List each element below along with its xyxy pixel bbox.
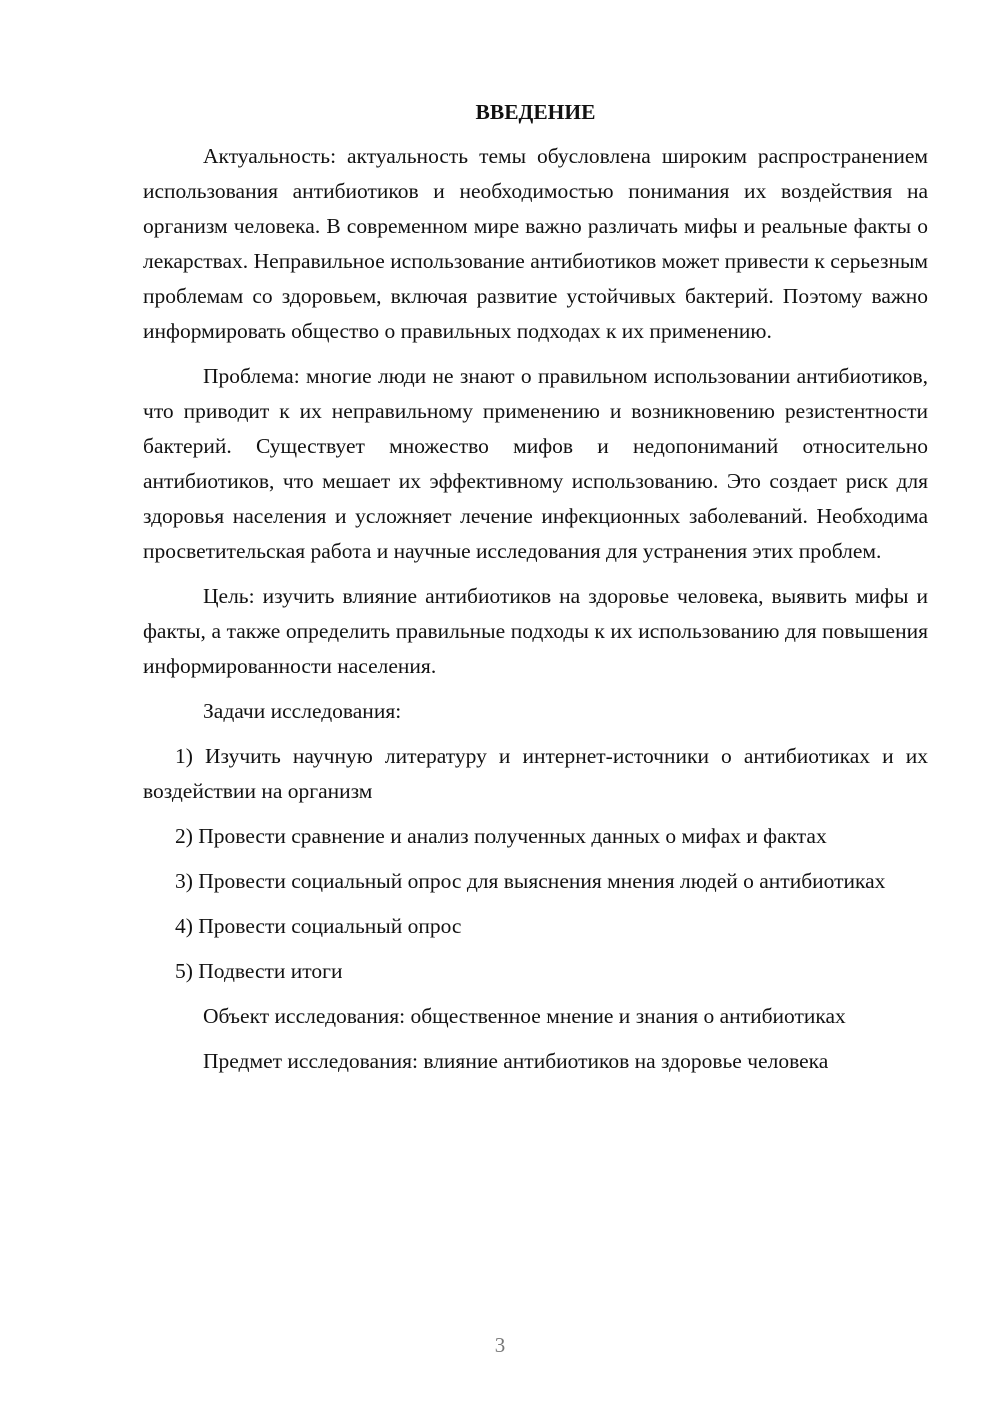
paragraph-relevance: Актуальность: актуальность темы обусловлена широким распространением использования антибиотиков и необходимостью понимания их воздействия на организм человека. В современном мире важно различать мифы и реальные факты о лекарствах. Неправильное использование антибиотиков может привести к серьезным проблемам со здоровьем, включая развитие устойчивых бактерий. Поэтому важно информировать общество о правильных подходах к их применению.	[143, 144, 928, 343]
task-item-5: 5) Подвести итоги	[175, 959, 343, 983]
tasks-heading: Задачи исследования:	[203, 699, 402, 723]
task-item-4: 4) Провести социальный опрос	[175, 914, 462, 938]
page-number: 3	[494, 1333, 506, 1357]
research-object: Объект исследования: общественное мнение и знания о антибиотиках	[203, 1004, 846, 1028]
task-item-2: 2) Провести сравнение и анализ полученных данных о мифах и фактах	[175, 824, 827, 848]
task-item-3: 3) Провести социальный опрос для выяснения мнения людей о антибиотиках	[175, 869, 886, 893]
research-subject: Предмет исследования: влияние антибиотиков на здоровье человека	[203, 1049, 829, 1073]
paragraph-problem: Проблема: многие люди не знают о правильном использовании антибиотиков, что приводит к их неправильному применению и возникновению резистентности бактерий. Существует множество мифов и недопониманий относительно антибиотиков, что мешает их эффективному использованию. Это создает риск для здоровья населения и усложняет лечение инфекционных заболеваний. Необходима просветительская работа и научные исследования для устранения этих проблем.	[143, 364, 928, 563]
document-page	[143, 95, 928, 1089]
task-item-1: 1) Изучить научную литературу и интернет-источники о антибиотиках и их воздействии на организм	[143, 744, 928, 803]
section-title: ВВЕДЕНИЕ	[475, 100, 596, 124]
paragraph-goal: Цель: изучить влияние антибиотиков на здоровье человека, выявить мифы и факты, а также определить правильные подходы к их использованию для повышения информированности населения.	[143, 584, 928, 678]
